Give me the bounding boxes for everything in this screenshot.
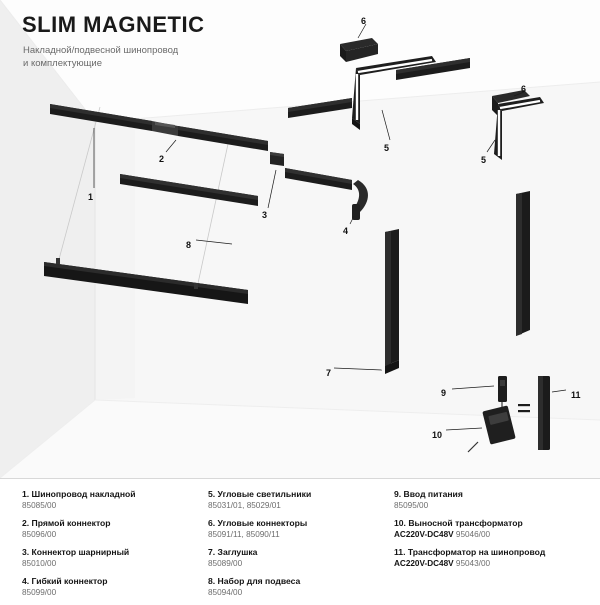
- page-subtitle-line: Накладной/подвесной шинопровод: [23, 45, 179, 56]
- legend-item-code: 85099/00: [22, 588, 57, 597]
- legend-item: [394, 518, 589, 540]
- legend-item: [22, 489, 197, 511]
- legend-item-title: 6. Угловые коннекторы: [208, 518, 308, 528]
- callout-11: 11: [571, 390, 581, 400]
- callout-6: 6: [361, 16, 367, 26]
- legend-column-2: [208, 489, 383, 605]
- legend-item-code: 85010/00: [22, 559, 57, 568]
- legend-item-code-emphasis: AC220V-DC48V: [394, 530, 454, 539]
- legend-item-title: 2. Прямой коннектор: [22, 518, 111, 528]
- legend-item-title: 11. Трансформатор на шинопровод: [394, 547, 546, 557]
- connector-hinged-3: [270, 152, 284, 166]
- callout-3: 3: [262, 210, 268, 220]
- callout-8: 8: [186, 240, 192, 250]
- callout-1: 1: [88, 192, 94, 202]
- callout-9: 9: [441, 388, 447, 398]
- legend-item-title: 3. Коннектор шарнирный: [22, 547, 130, 557]
- callout-10: 10: [432, 430, 443, 440]
- legend-item-code: 85095/00: [394, 501, 429, 510]
- legend-item: [208, 489, 383, 511]
- callout-6: 6: [521, 84, 527, 94]
- callout-4: 4: [343, 226, 349, 236]
- legend-item-code: 85091/11, 85090/11: [208, 530, 280, 539]
- legend-item: [208, 576, 383, 598]
- legend-item-title: 10. Выносной трансформатор: [394, 518, 523, 528]
- legend-item-code: 85089/00: [208, 559, 243, 568]
- page-title: SLIM MAGNETIC: [22, 12, 205, 37]
- legend-item: [22, 547, 197, 569]
- legend-item-title: 5. Угловые светильники: [208, 489, 312, 499]
- callout-5: 5: [384, 143, 390, 153]
- legend-item-code-emphasis: AC220V-DC48V: [394, 559, 454, 568]
- track-vertical-right: [516, 191, 530, 336]
- legend-item-code: 85094/00: [208, 588, 243, 597]
- legend-item-code: 85031/01, 85029/01: [208, 501, 281, 510]
- callout-7: 7: [326, 368, 332, 378]
- transformer-on-track-11: [538, 376, 550, 450]
- legend-column-3: [394, 489, 589, 576]
- legend-item: [394, 489, 589, 511]
- legend-item-code: 85096/00: [22, 530, 57, 539]
- legend-item-title: 9. Ввод питания: [394, 489, 463, 499]
- legend-item-title: 4. Гибкий коннектор: [22, 576, 108, 586]
- page-subtitle: [23, 44, 253, 70]
- legend-item: [394, 547, 589, 569]
- track-vertical-center-7: [385, 229, 399, 374]
- callout-5: 5: [481, 155, 487, 165]
- legend-item: [22, 518, 197, 540]
- legend-column-1: [22, 489, 197, 605]
- legend-item-title: 8. Набор для подвеса: [208, 576, 301, 586]
- legend-item-code: AC220V-DC48V 95043/00: [394, 559, 491, 568]
- legend-item-code: AC220V-DC48V 95046/00: [394, 530, 491, 539]
- legend-panel: [0, 478, 600, 601]
- legend-item-title: 1. Шинопровод накладной: [22, 489, 136, 499]
- legend-item-title: 7. Заглушка: [208, 547, 258, 557]
- page-subtitle-line: и комплектующие: [23, 58, 102, 69]
- callout-2: 2: [159, 154, 165, 164]
- legend-item: [208, 547, 383, 569]
- legend-item: [22, 576, 197, 598]
- legend-item: [208, 518, 383, 540]
- legend-item-code: 85085/00: [22, 501, 57, 510]
